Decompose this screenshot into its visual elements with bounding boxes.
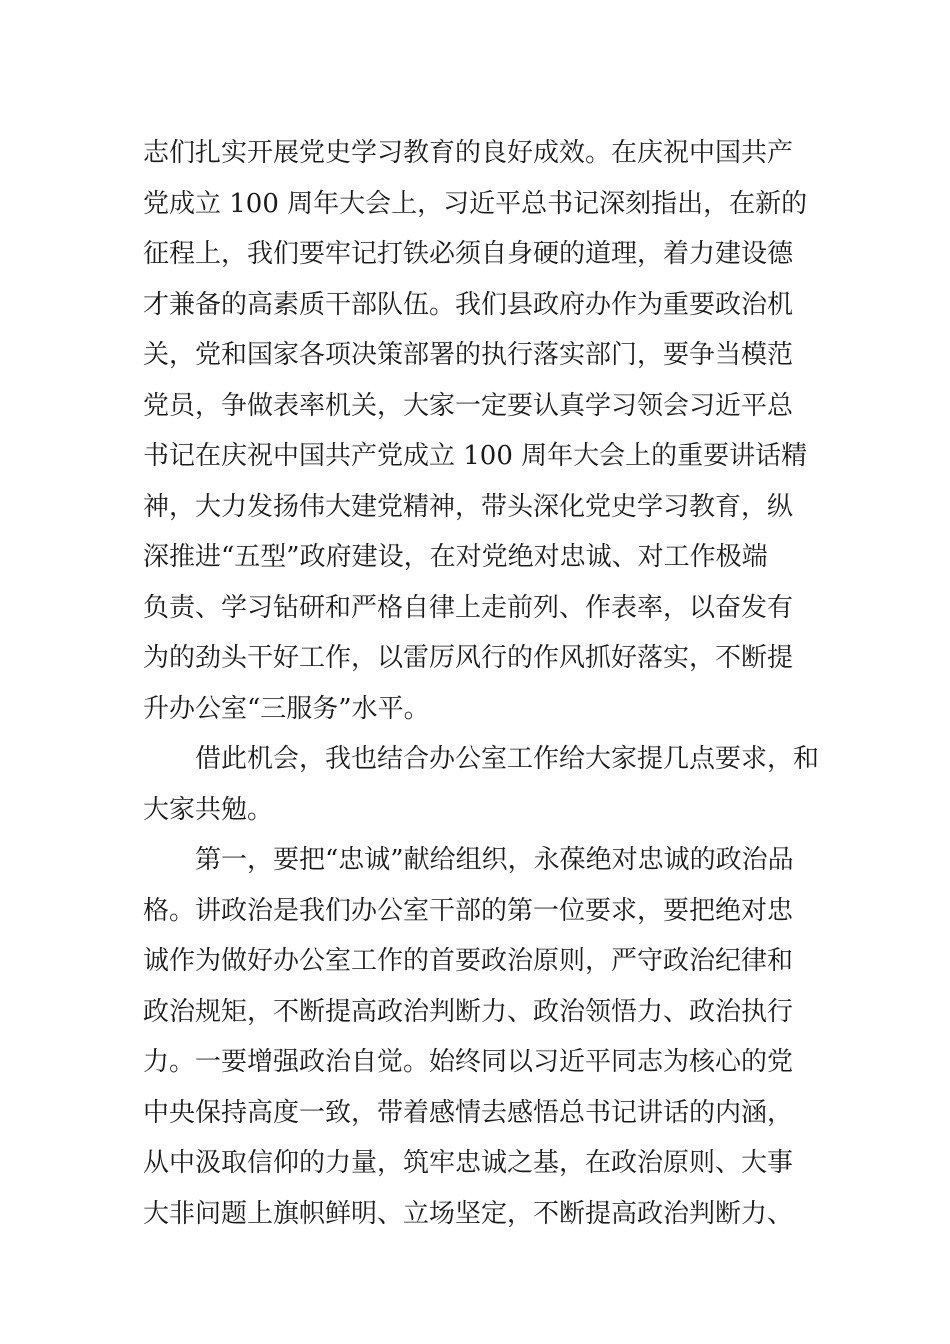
text-line: 征程上，我们要牢记打铁必须自身硬的道理，着力建设德 — [143, 239, 794, 269]
document-body — [143, 128, 820, 1239]
text-line: 借此机会，我也结合办公室工作给大家提几点要求，和 — [143, 744, 820, 774]
text-line: 第一，要把“忠诚”献给组织，永葆绝对忠诚的政治品 — [143, 845, 794, 875]
text-line: 志们扎实开展党史学习教育的良好成效。在庆祝中国共产 — [143, 138, 794, 168]
text-line: 诚作为做好办公室工作的首要政治原则，严守政治纪律和 — [143, 946, 794, 976]
text-line: 为的劲头干好工作，以雷厉风行的作风抓好落实，不断提 — [143, 643, 794, 673]
text-line: 中央保持高度一致，带着感情去感悟总书记讲话的内涵， — [143, 1097, 794, 1128]
text-line: 力。一要增强政治自觉。始终同以习近平同志为核心的党 — [143, 1047, 794, 1077]
text-line: 神，大力发扬伟大建党精神，带头深化党史学习教育，纵 — [143, 491, 794, 522]
text-line: 党成立 100 周年大会上，习近平总书记深刻指出，在新的 — [143, 188, 808, 219]
text-line: 党员，争做表率机关，大家一定要认真学习领会习近平总 — [143, 390, 794, 421]
text-line: 大非问题上旗帜鲜明、立场坚定，不断提高政治判断力、 — [143, 1198, 794, 1229]
text-line: 升办公室“三服务”水平。 — [143, 693, 430, 724]
text-line: 从中汲取信仰的力量，筑牢忠诚之基，在政治原则、大事 — [143, 1148, 794, 1178]
text-line: 关，党和国家各项决策部署的执行落实部门，要争当模范 — [143, 340, 794, 370]
text-line: 政治规矩，不断提高政治判断力、政治领悟力、政治执行 — [143, 996, 794, 1027]
text-line: 负责、学习钻研和严格自律上走前列、作表率，以奋发有 — [143, 592, 794, 623]
text-line: 才兼备的高素质干部队伍。我们县政府办作为重要政治机 — [143, 289, 794, 320]
text-line: 书记在庆祝中国共产党成立 100 周年大会上的重要讲话精 — [143, 441, 808, 471]
text-line: 格。讲政治是我们办公室干部的第一位要求，要把绝对忠 — [143, 895, 794, 926]
text-line: 深推进“五型”政府建设，在对党绝对忠诚、对工作极端 — [143, 542, 768, 572]
text-line: 大家共勉。 — [143, 794, 274, 825]
